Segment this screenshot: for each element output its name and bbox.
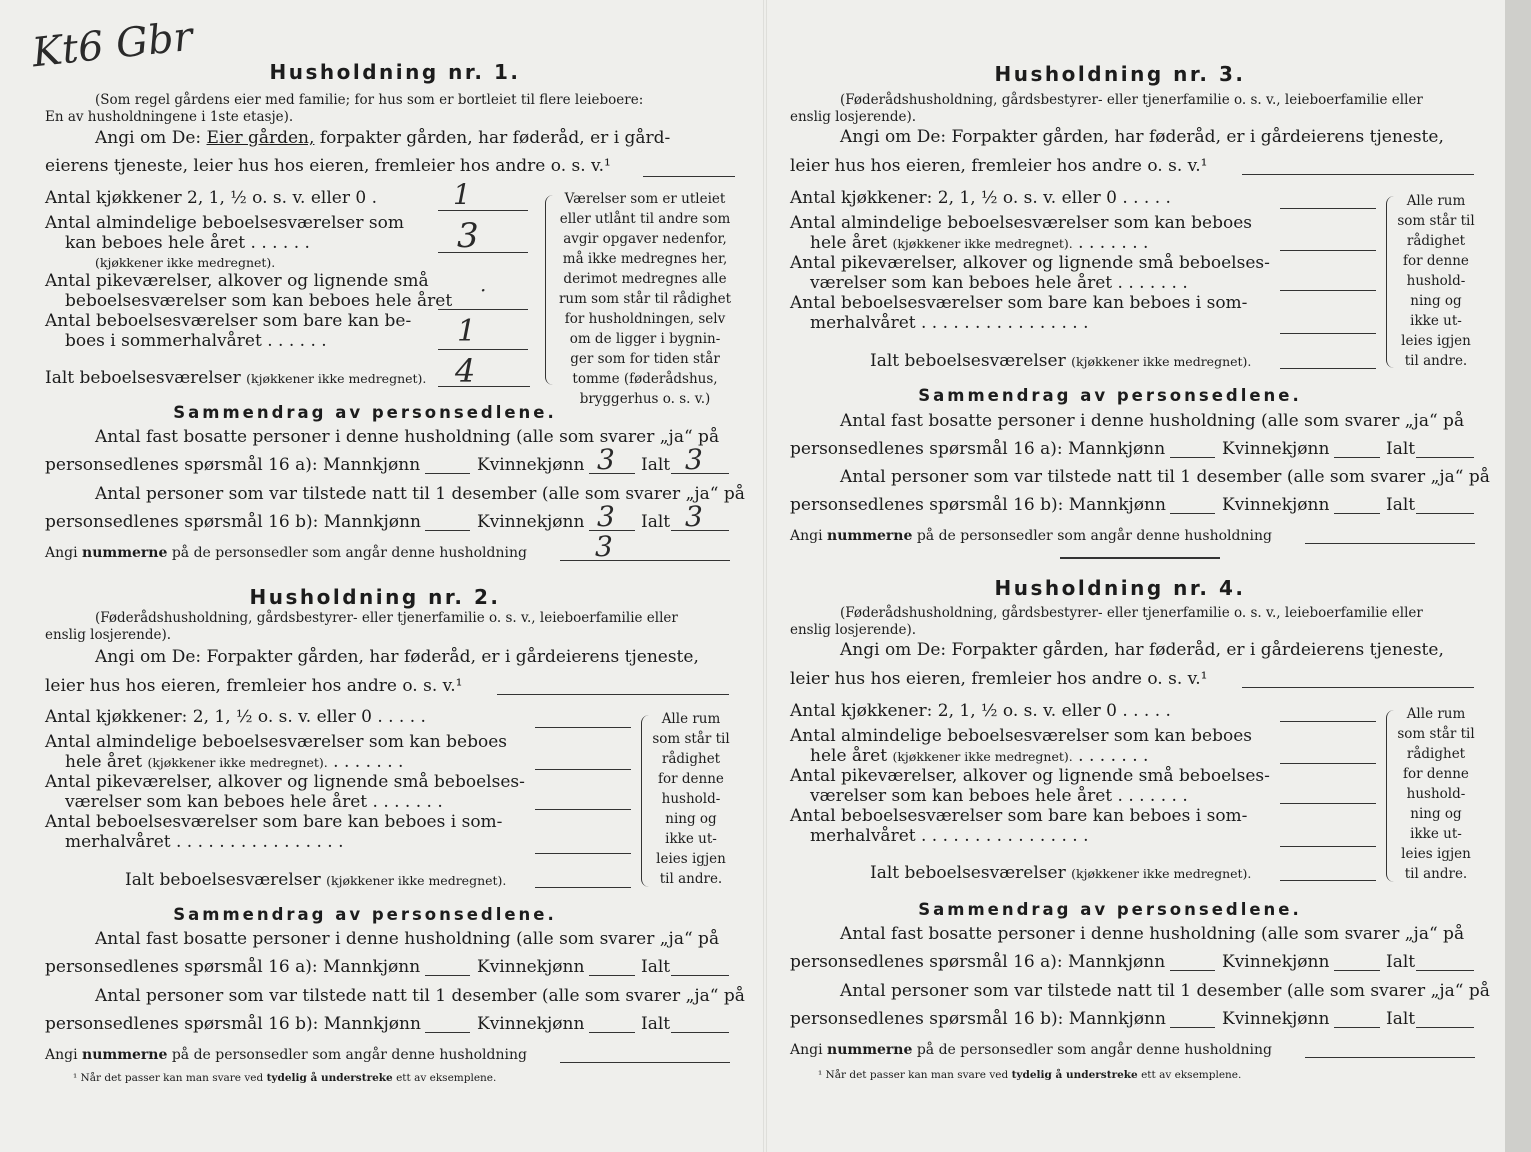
household-2-total-label: Ialt beboelsesværelser (kjøkkener ikke medregnet). bbox=[125, 870, 507, 890]
household-1-side-note: Værelser som er utleiet eller utlånt til andre som avgir opgaver nedenfor, må ikke medregnes her, derimot medregnes alle rum som står til rådighet for husholdningen, selv om de ligger i bygnin- ger som for tiden står tomme (føderådshus, bryggerhus o. s. v.) bbox=[558, 191, 732, 407]
household-1-16b-female-value: 3 bbox=[597, 500, 615, 533]
household-3-16b-label: personsedlenes spørsmål 16 b): Mannkjønn bbox=[790, 495, 1166, 515]
household-2-16a-total-label: Ialt bbox=[641, 957, 671, 977]
household-4-16b-total-fill bbox=[1416, 1027, 1474, 1028]
household-3-16a-female-label: Kvinnekjønn bbox=[1222, 439, 1330, 459]
household-3-angi-line1: Angi om De: Forpakter gården, har føderåd, er i gårdeierens tjeneste, bbox=[840, 127, 1444, 147]
household-4-angi-line1: Angi om De: Forpakter gården, har føderåd, er i gårdeierens tjeneste, bbox=[840, 640, 1444, 660]
household-4-summer-label-1: Antal beboelsesværelser som bare kan beboes i som- bbox=[790, 806, 1248, 826]
household-3-ordinary-label-2: hele året (kjøkkener ikke medregnet). . . . . . . . bbox=[810, 233, 1149, 253]
household-2-summary-line3: Antal personer som var tilstede natt til 1 desember (alle som svarer „ja“ på bbox=[95, 986, 745, 1006]
household-4-summer-label-2: merhalvåret . . . . . . . . . . . . . . . . bbox=[810, 826, 1089, 846]
household-3-side-note: Alle rum som står til rådighet for denne hushold- ning og ikke ut- leies igjen til andre. bbox=[1397, 193, 1475, 369]
household-1-ordinary-label-1: Antal almindelige beboelsesværelser som bbox=[45, 213, 404, 233]
household-4-title: Husholdning nr. 4. bbox=[994, 576, 1246, 600]
household-4-16a-total-label: Ialt bbox=[1386, 952, 1416, 972]
household-3-numbers-label: Angi nummerne på de personsedler som angår denne husholdning bbox=[790, 528, 1272, 544]
household-2-16b-female-label: Kvinnekjønn bbox=[477, 1014, 585, 1034]
household-4-summary-title: Sammendrag av personsedlene. bbox=[918, 900, 1302, 919]
household-4-summary-line1: Antal fast bosatte personer i denne husholdning (alle som svarer „ja“ på bbox=[840, 924, 1465, 944]
household-1-16a-total-label: Ialt bbox=[641, 455, 671, 475]
household-1-total-value: 4 bbox=[455, 352, 476, 390]
household-1-16b-total-label: Ialt bbox=[641, 512, 671, 532]
page-fold bbox=[763, 0, 767, 1152]
household-2-total-fill bbox=[535, 887, 631, 888]
household-4-ordinary-label-2: hele året (kjøkkener ikke medregnet). . . . . . . . bbox=[810, 746, 1149, 766]
household-1-summer-label-1: Antal beboelsesværelser som bare kan be- bbox=[45, 311, 412, 331]
household-2-side-note: Alle rum som står til rådighet for denne hushold- ning og ikke ut- leies igjen til andre. bbox=[652, 711, 730, 887]
household-2-16a-female-label: Kvinnekjønn bbox=[477, 957, 585, 977]
household-3-summer-label-1: Antal beboelsesværelser som bare kan beboes i som- bbox=[790, 293, 1248, 313]
household-4-16a-male-fill bbox=[1170, 970, 1215, 971]
household-4-total-fill bbox=[1280, 880, 1376, 881]
household-1-summary-title: Sammendrag av personsedlene. bbox=[173, 403, 557, 422]
household-4-16a-female-label: Kvinnekjønn bbox=[1222, 952, 1330, 972]
household-2-summer-label-1: Antal beboelsesværelser som bare kan beboes i som- bbox=[45, 812, 503, 832]
household-1-ordinary-value: 3 bbox=[457, 216, 479, 256]
household-4-16b-female-fill bbox=[1334, 1027, 1380, 1028]
household-1-16a-total-value: 3 bbox=[685, 443, 703, 476]
household-2-summary-title: Sammendrag av personsedlene. bbox=[173, 905, 557, 924]
household-2-summary-line1: Antal fast bosatte personer i denne husholdning (alle som svarer „ja“ på bbox=[95, 929, 720, 949]
handwritten-annotation: Kt6 Gbr bbox=[30, 13, 195, 77]
household-4-16a-female-fill bbox=[1334, 970, 1380, 971]
household-3-16b-total-label: Ialt bbox=[1386, 495, 1416, 515]
household-3-title: Husholdning nr. 3. bbox=[994, 62, 1246, 86]
household-1-eier-option: Eier gården, bbox=[206, 128, 315, 148]
household-3-angi-line2: leier hus hos eieren, fremleier hos andre o. s. v.¹ bbox=[790, 156, 1208, 176]
household-3-summary-line1: Antal fast bosatte personer i denne husholdning (alle som svarer „ja“ på bbox=[840, 411, 1465, 431]
household-1-summer-value: 1 bbox=[457, 314, 477, 349]
household-1-kitchens-fill bbox=[438, 210, 528, 211]
household-3-16a-label: personsedlenes spørsmål 16 a): Mannkjønn bbox=[790, 439, 1166, 459]
household-4-side-note: Alle rum som står til rådighet for denne hushold- ning og ikke ut- leies igjen til andre. bbox=[1397, 706, 1475, 882]
household-2-16a-male-fill bbox=[425, 975, 470, 976]
household-3-total-fill bbox=[1280, 368, 1376, 369]
household-1-ordinary-label-2: kan beboes hele året . . . . . . bbox=[65, 233, 310, 253]
household-2-maid-label-2: værelser som kan beboes hele året . . . . . . . bbox=[65, 792, 443, 812]
household-1-angi-line1: Angi om De: Eier gården, forpakter gården, har føderåd, er i gård- bbox=[95, 128, 671, 148]
household-1-16a-female-fill bbox=[589, 473, 635, 474]
household-2-maid-label-1: Antal pikeværelser, alkover og lignende små beboelses- bbox=[45, 772, 525, 792]
household-1-16a-female-value: 3 bbox=[597, 443, 615, 476]
household-4-16b-label: personsedlenes spørsmål 16 b): Mannkjønn bbox=[790, 1009, 1166, 1029]
household-2-16a-label: personsedlenes spørsmål 16 a): Mannkjønn bbox=[45, 957, 421, 977]
household-3-summer-fill bbox=[1280, 333, 1376, 334]
household-3-total-label: Ialt beboelsesværelser (kjøkkener ikke medregnet). bbox=[870, 351, 1252, 371]
household-3-summer-label-2: merhalvåret . . . . . . . . . . . . . . . . bbox=[810, 313, 1089, 333]
household-2-numbers-fill bbox=[560, 1062, 730, 1063]
household-2-title: Husholdning nr. 2. bbox=[249, 585, 501, 609]
household-1-summary-line1: Antal fast bosatte personer i denne husholdning (alle som svarer „ja“ på bbox=[95, 427, 720, 447]
household-4-numbers-label: Angi nummerne på de personsedler som angår denne husholdning bbox=[790, 1042, 1272, 1058]
household-2-16b-total-label: Ialt bbox=[641, 1014, 671, 1034]
household-3-ordinary-label-1: Antal almindelige beboelsesværelser som kan beboes bbox=[790, 213, 1252, 233]
household-2-angi-line1: Angi om De: Forpakter gården, har føderåd, er i gårdeierens tjeneste, bbox=[95, 647, 699, 667]
household-1-ordinary-note: (kjøkkener ikke medregnet). bbox=[95, 255, 276, 270]
household-3-16a-male-fill bbox=[1170, 457, 1215, 458]
household-1-maid-value: · bbox=[480, 278, 487, 302]
household-1-numbers-value: 3 bbox=[595, 530, 613, 563]
household-2-kitchens-fill bbox=[535, 727, 631, 728]
household-1-maid-label-1: Antal pikeværelser, alkover og lignende små bbox=[45, 271, 429, 291]
household-1-angi-line2: eierens tjeneste, leier hus hos eieren, fremleier hos andre o. s. v.¹ bbox=[45, 156, 611, 176]
household-1-kitchens-label: Antal kjøkkener 2, 1, ½ o. s. v. eller 0 . bbox=[45, 188, 377, 208]
household-3-kitchens-fill bbox=[1280, 208, 1376, 209]
household-3-16b-total-fill bbox=[1416, 513, 1474, 514]
household-1-total-fill bbox=[438, 386, 530, 387]
household-3-maid-label-2: værelser som kan beboes hele året . . . . . . . bbox=[810, 273, 1188, 293]
household-3-note-line1: (Føderådshusholdning, gårdsbestyrer- eller tjenerfamilie o. s. v., leieboerfamilie eller bbox=[840, 92, 1423, 108]
household-4-ordinary-label-1: Antal almindelige beboelsesværelser som kan beboes bbox=[790, 726, 1252, 746]
household-3-summary-title: Sammendrag av personsedlene. bbox=[918, 386, 1302, 405]
household-3-16a-total-label: Ialt bbox=[1386, 439, 1416, 459]
household-1-summer-label-2: boes i sommerhalvåret . . . . . . bbox=[65, 331, 327, 351]
household-3-16a-total-fill bbox=[1416, 457, 1474, 458]
household-2-16b-label: personsedlenes spørsmål 16 b): Mannkjønn bbox=[45, 1014, 421, 1034]
household-3-maid-label-1: Antal pikeværelser, alkover og lignende små beboelses- bbox=[790, 253, 1270, 273]
household-3-angi-fill bbox=[1242, 174, 1474, 175]
household-1-16b-male-fill bbox=[425, 530, 470, 531]
household-2-16a-female-fill bbox=[589, 975, 635, 976]
household-1-16a-label: personsedlenes spørsmål 16 a): Mannkjønn bbox=[45, 455, 421, 475]
household-4-kitchens-fill bbox=[1280, 721, 1376, 722]
household-4-maid-label-2: værelser som kan beboes hele året . . . . . . . bbox=[810, 786, 1188, 806]
household-3-16b-male-fill bbox=[1170, 513, 1215, 514]
household-1-numbers-label: Angi nummerne på de personsedler som angår denne husholdning bbox=[45, 545, 527, 561]
household-3-16b-female-fill bbox=[1334, 513, 1380, 514]
household-2-footnote: ¹ Når det passer kan man svare ved tydelig å understreke ett av eksemplene. bbox=[73, 1072, 497, 1084]
household-3-summary-line3: Antal personer som var tilstede natt til 1 desember (alle som svarer „ja“ på bbox=[840, 467, 1490, 487]
household-1-summary-line3: Antal personer som var tilstede natt til 1 desember (alle som svarer „ja“ på bbox=[95, 484, 745, 504]
household-1-16b-label: personsedlenes spørsmål 16 b): Mannkjønn bbox=[45, 512, 421, 532]
household-4-footnote: ¹ Når det passer kan man svare ved tydelig å understreke ett av eksemplene. bbox=[818, 1069, 1242, 1081]
household-2-16a-total-fill bbox=[671, 975, 729, 976]
household-4-ordinary-fill bbox=[1280, 763, 1376, 764]
household-1-note-line1: (Som regel gårdens eier med familie; for hus som er bortleiet til flere leieboere: bbox=[95, 92, 644, 108]
household-4-16b-female-label: Kvinnekjønn bbox=[1222, 1009, 1330, 1029]
household-2-16b-male-fill bbox=[425, 1032, 470, 1033]
household-2-16b-female-fill bbox=[589, 1032, 635, 1033]
household-4-16b-male-fill bbox=[1170, 1027, 1215, 1028]
household-4-summary-line3: Antal personer som var tilstede natt til 1 desember (alle som svarer „ja“ på bbox=[840, 981, 1490, 1001]
household-3-16b-female-label: Kvinnekjønn bbox=[1222, 495, 1330, 515]
household-4-maid-fill bbox=[1280, 803, 1376, 804]
household-1-kitchens-value: 1 bbox=[453, 178, 471, 211]
household-2-angi-fill bbox=[497, 694, 729, 695]
household-1-brace bbox=[545, 195, 554, 385]
household-1-summer-fill bbox=[438, 349, 528, 350]
household-2-16b-total-fill bbox=[671, 1032, 729, 1033]
household-4-16a-total-fill bbox=[1416, 970, 1474, 971]
household-1-16b-total-fill bbox=[671, 530, 729, 531]
household-4-angi-fill bbox=[1242, 687, 1474, 688]
household-1-note-line2: En av husholdningene i 1ste etasje). bbox=[45, 109, 294, 125]
household-1-maid-label-2: beboelsesværelser som kan beboes hele året bbox=[65, 291, 453, 311]
household-3-maid-fill bbox=[1280, 290, 1376, 291]
household-3-note-line2: enslig losjerende). bbox=[790, 109, 917, 125]
household-4-angi-line2: leier hus hos eieren, fremleier hos andre o. s. v.¹ bbox=[790, 669, 1208, 689]
household-1-16a-male-fill bbox=[425, 473, 470, 474]
household-2-ordinary-fill bbox=[535, 769, 631, 770]
household-4-maid-label-1: Antal pikeværelser, alkover og lignende små beboelses- bbox=[790, 766, 1270, 786]
household-2-angi-line2: leier hus hos eieren, fremleier hos andre o. s. v.¹ bbox=[45, 676, 463, 696]
household-4-16b-total-label: Ialt bbox=[1386, 1009, 1416, 1029]
household-3-numbers-fill bbox=[1305, 543, 1475, 544]
household-2-maid-fill bbox=[535, 809, 631, 810]
household-1-16a-female-label: Kvinnekjønn bbox=[477, 455, 585, 475]
household-1-angi-fill bbox=[643, 176, 735, 177]
household-1-ordinary-fill bbox=[438, 252, 528, 253]
household-3-16a-female-fill bbox=[1334, 457, 1380, 458]
household-2-summer-label-2: merhalvåret . . . . . . . . . . . . . . . . bbox=[65, 832, 344, 852]
household-4-kitchens-label: Antal kjøkkener: 2, 1, ½ o. s. v. eller 0 . . . . . bbox=[790, 701, 1171, 721]
household-2-note-line1: (Føderådshusholdning, gårdsbestyrer- eller tjenerfamilie o. s. v., leieboerfamilie eller bbox=[95, 610, 678, 626]
household-4-summer-fill bbox=[1280, 846, 1376, 847]
household-1-16b-total-value: 3 bbox=[685, 500, 703, 533]
household-1-16a-total-fill bbox=[671, 473, 729, 474]
household-4-note-line2: enslig losjerende). bbox=[790, 622, 917, 638]
household-2-ordinary-label-2: hele året (kjøkkener ikke medregnet). . . . . . . . bbox=[65, 752, 404, 772]
household-1-numbers-fill bbox=[560, 560, 730, 561]
page-edge bbox=[1505, 0, 1531, 1152]
household-3-ordinary-fill bbox=[1280, 250, 1376, 251]
household-3-kitchens-label: Antal kjøkkener: 2, 1, ½ o. s. v. eller 0 . . . . . bbox=[790, 188, 1171, 208]
household-4-numbers-fill bbox=[1305, 1057, 1475, 1058]
household-2-note-line2: enslig losjerende). bbox=[45, 627, 172, 643]
household-2-summer-fill bbox=[535, 853, 631, 854]
household-4-16a-label: personsedlenes spørsmål 16 a): Mannkjønn bbox=[790, 952, 1166, 972]
household-2-kitchens-label: Antal kjøkkener: 2, 1, ½ o. s. v. eller 0 . . . . . bbox=[45, 707, 426, 727]
household-1-title: Husholdning nr. 1. bbox=[269, 60, 521, 84]
household-2-numbers-label: Angi nummerne på de personsedler som angår denne husholdning bbox=[45, 1047, 527, 1063]
household-2-ordinary-label-1: Antal almindelige beboelsesværelser som kan beboes bbox=[45, 732, 507, 752]
section-divider bbox=[1060, 557, 1220, 559]
household-4-total-label: Ialt beboelsesværelser (kjøkkener ikke medregnet). bbox=[870, 863, 1252, 883]
household-1-16b-female-label: Kvinnekjønn bbox=[477, 512, 585, 532]
household-4-note-line1: (Føderådshusholdning, gårdsbestyrer- eller tjenerfamilie o. s. v., leieboerfamilie eller bbox=[840, 605, 1423, 621]
household-1-maid-fill bbox=[438, 309, 528, 310]
household-1-total-label: Ialt beboelsesværelser (kjøkkener ikke medregnet). bbox=[45, 368, 427, 388]
